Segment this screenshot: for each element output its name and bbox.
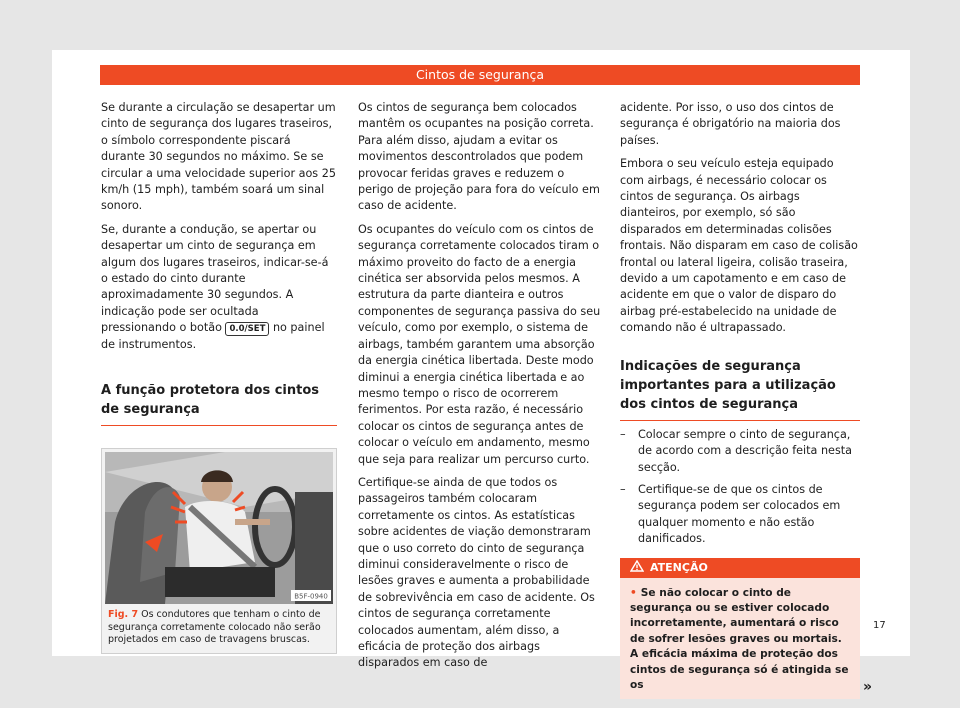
warning-box (620, 558, 872, 700)
list-item-text: Certifique-se de que os cintos de segurança podem ser colocados em qualquer momento e não estão danificados. (638, 482, 841, 546)
warning-header (620, 558, 860, 578)
list-item (620, 427, 860, 476)
paragraph: Embora o seu veículo esteja equipado com airbags, é necessário colocar os cintos de segurança. Os airbags dianteiros, por exemplo, só são disparados em determinadas colisões frontais. Não disparam em caso de colisão frontal ou lateral ligeira, colisão traseira, devido a um capotamento e em caso de acidente em que o valor de disparo do airbag pré-estabelecido na unidade de comando não é ultrapassado. (620, 157, 858, 335)
column-3 (620, 100, 872, 699)
seatbelt-driver-illustration (105, 452, 333, 604)
page-number: 17 (873, 620, 886, 631)
list-item-text: Colocar sempre o cinto de segurança, de acordo com a descrição feita nesta secção. (638, 427, 853, 474)
section-heading: Indicações de segurança importantes para a utilização dos cintos de segurança (620, 357, 860, 421)
paragraph: Se durante a circulação se desapertar um cinto de segurança dos lugares traseiros, o símbolo correspondente piscará durante 30 segundos no máximo. Se se circular a uma velocidade superior aos 25 km/h (15 mph), também soará um sinal sonoro. (101, 101, 336, 213)
paragraph-text: Se, durante a condução, se apertar ou desapertar um cinto de segurança em algum dos lugares traseiros, indicar-se-á o estado do cinto durante aproximadamente 30 segundos. A indicação pode ser ocultada pressionando o botão (101, 222, 329, 335)
warning-body (620, 578, 872, 700)
section-heading: A função protetora dos cintos de segurança (101, 381, 337, 426)
list-item (620, 482, 860, 548)
continue-marker: » (862, 678, 872, 695)
paragraph: Os cintos de segurança bem colocados mantêm os ocupantes na posição correta. Para além disso, ajudam a evitar os movimentos descontrolados que podem provocar feridas graves e reduzem o perigo de projeção para fora do veículo em caso de acidente. (358, 101, 600, 213)
figure (101, 448, 337, 654)
paragraph-text: no painel de instrumentos. (101, 321, 325, 351)
figure-code: B5F-0940 (294, 592, 328, 601)
paragraph: acidente. Por isso, o uso dos cintos de segurança é obrigatório na maioria dos países. (620, 101, 841, 147)
warning-title: ATENÇÃO (650, 560, 708, 574)
figure-caption (102, 607, 336, 653)
figure-label: Fig. 7 (108, 609, 139, 621)
paragraph: Os ocupantes do veículo com os cintos de segurança corretamente colocados tiram o máximo proveito do facto de a energia cinética ser absorvida pelos mesmos. A estrutura da parte dianteira e outros componentes de segurança passiva do seu veículo, como por exemplo, o sistema de airbags, também garantem uma absorção da energia cinética libertada. Deste modo diminui a energia cinética libertada e ao mesmo tempo o risco de ocorrerem ferimentos. Por esta razão, é necessário colocar os cintos de segurança antes de colocar o veículo em andamento, mesmo que seja para realizar um percurso curto. (358, 222, 601, 466)
column-1 (101, 100, 337, 654)
warning-triangle-icon (630, 560, 644, 572)
set-button-icon: 0.0/SET (225, 322, 269, 336)
section-header: Cintos de segurança (100, 65, 860, 85)
dash-marker: – (620, 482, 626, 496)
bullet-marker: • (630, 586, 637, 599)
dash-marker: – (620, 427, 626, 441)
paragraph (101, 222, 337, 353)
column-2 (358, 100, 602, 679)
warning-text: Se não colocar o cinto de segurança ou se estiver colocado incorretamente, aumentará o risco de sofrer lesões graves ou mortais. A eficácia máxima de proteção dos cintos de segurança só é atingida se os (630, 586, 849, 691)
paragraph: Certifique-se ainda de que todos os passageiros também colocaram corretamente os cintos. As estatísticas sobre acidentes de viação demonstraram que o uso correto do cinto de segurança diminui consideravelmente o risco de lesões graves e aumenta a probabilidade de sobrevivência em caso de acidente. Os cintos de segurança corretamente colocados aumentam, além disso, a eficácia de proteção dos airbags disparados em caso de (358, 475, 595, 670)
figure-caption-text: Os condutores que tenham o cinto de segurança corretamente colocado não serão projetados em caso de travagens bruscas. (108, 609, 321, 646)
